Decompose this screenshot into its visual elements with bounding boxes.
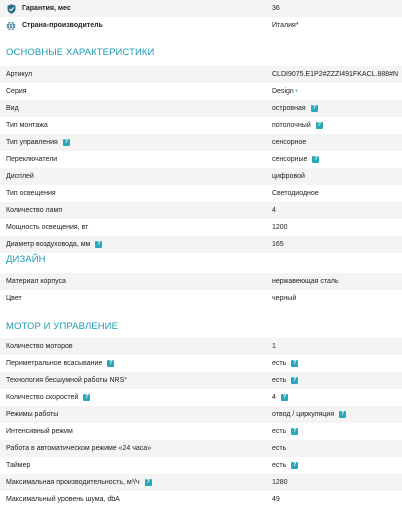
spec-value <box>272 105 318 112</box>
spec-row <box>0 202 402 219</box>
spec-value-text: 1 <box>272 343 276 350</box>
spec-value-text: есть <box>272 462 287 469</box>
spec-row <box>0 117 402 134</box>
spec-label <box>6 496 120 503</box>
spec-value <box>272 241 284 248</box>
spec-row <box>0 474 402 491</box>
spec-row <box>0 100 402 117</box>
spec-label <box>6 122 48 129</box>
spec-value-text: 165 <box>272 241 284 248</box>
spec-label <box>6 295 22 302</box>
spec-row <box>0 389 402 406</box>
spec-row <box>0 134 402 151</box>
help-icon[interactable]: ? <box>146 479 150 485</box>
spec-label-text: Переключатели <box>6 156 58 163</box>
spec-label-text: Таймер <box>6 462 31 469</box>
spec-value <box>272 394 288 401</box>
spec-value <box>272 122 323 129</box>
spec-value-text: 4 <box>272 207 276 214</box>
spec-row <box>0 83 402 100</box>
help-icon[interactable]: ? <box>282 394 287 400</box>
spec-value-text: островная <box>272 105 306 112</box>
spec-row <box>0 355 402 372</box>
spec-label-text: Максимальный уровень шума, dbA <box>6 496 120 503</box>
spec-label <box>6 88 27 95</box>
help-icon[interactable]: ? <box>340 411 345 417</box>
spec-value-text: сенсорное <box>272 139 307 146</box>
spec-value <box>272 360 298 367</box>
spec-label-text: Тип освещения <box>6 190 56 197</box>
spec-label-text: Интенсивный режим <box>6 428 73 435</box>
spec-row-warranty <box>0 0 402 17</box>
help-icon[interactable]: ? <box>108 360 113 366</box>
spec-row <box>0 423 402 440</box>
spec-value-text: есть <box>272 428 287 435</box>
shield-check-icon <box>6 4 16 14</box>
spec-label-text: Тип управления <box>6 139 58 146</box>
spec-label-text: Цвет <box>6 295 22 302</box>
spec-value-text: сенсорные <box>272 156 308 163</box>
spec-value <box>272 156 319 163</box>
spec-row <box>0 273 402 290</box>
spec-label <box>6 207 62 214</box>
spec-label-warranty: Гарантия, мес <box>6 4 71 14</box>
spec-label-text: Серия <box>6 88 27 95</box>
spec-value-text: потолочный <box>272 122 311 129</box>
help-icon[interactable]: ? <box>64 139 69 145</box>
spec-value <box>272 411 346 418</box>
spec-row-country <box>0 17 402 34</box>
spec-label <box>6 445 151 452</box>
spec-label-text: Периметральное всасывание <box>6 360 103 367</box>
spec-value <box>272 139 306 146</box>
spec-value-text: есть <box>272 377 287 384</box>
spec-label-text: Дисплей <box>6 173 34 180</box>
spec-value <box>272 496 280 503</box>
spec-row <box>0 406 402 423</box>
spec-row <box>0 457 402 474</box>
spec-row <box>0 290 402 307</box>
spec-row <box>0 236 402 253</box>
spec-row <box>0 168 402 185</box>
spec-value-warranty: 36 <box>272 5 280 12</box>
spec-value-country: Италия* <box>272 22 299 29</box>
spec-label-country: Страна-производитель <box>6 21 103 31</box>
spec-label <box>6 377 127 384</box>
globe-icon <box>6 21 16 31</box>
spec-label-text: Количество моторов <box>6 343 73 350</box>
spec-value-text: нержавеющая сталь <box>272 278 339 285</box>
spec-label <box>6 428 73 435</box>
spec-label <box>6 71 32 78</box>
series-mark: + <box>294 88 299 95</box>
help-icon[interactable]: ? <box>97 241 101 247</box>
spec-row <box>0 440 402 457</box>
spec-row <box>0 219 402 236</box>
spec-value <box>272 207 276 214</box>
spec-label <box>6 173 34 180</box>
spec-value <box>272 278 339 285</box>
help-icon[interactable]: ? <box>317 122 322 128</box>
spec-value-text: есть <box>272 360 287 367</box>
spec-value-text: есть <box>272 445 287 452</box>
spec-value-text: 4 <box>272 394 276 401</box>
spec-value-text: 1200 <box>272 224 288 231</box>
spec-value <box>272 173 305 180</box>
spec-label-text: Технология бесшумной работы NRS° <box>6 377 128 384</box>
help-icon[interactable]: ? <box>292 377 297 383</box>
spec-label <box>6 105 19 112</box>
spec-value <box>272 462 298 469</box>
spec-value <box>272 377 298 384</box>
spec-label <box>6 278 66 285</box>
spec-row <box>0 338 402 355</box>
spec-label-text: Количество ламп <box>6 207 63 214</box>
spec-label-text: Работа в автоматическом режиме «24 часа» <box>6 445 152 452</box>
section-title-motor: МОТОР И УПРАВЛЕНИЕ <box>6 321 119 332</box>
spec-value <box>272 343 276 350</box>
help-icon[interactable]: ? <box>292 360 297 366</box>
spec-label <box>6 224 88 231</box>
spec-value-text: 49 <box>272 496 280 503</box>
section-title-design: ДИЗАЙН <box>6 254 46 265</box>
spec-label <box>6 139 70 146</box>
spec-row <box>0 372 402 389</box>
help-icon[interactable]: ? <box>292 428 297 434</box>
spec-value-text: Светодиодное <box>272 190 319 197</box>
spec-label <box>6 411 58 418</box>
spec-value <box>272 295 296 302</box>
spec-label <box>6 241 102 248</box>
spec-label-text: Мощность освещения, вт <box>6 224 89 231</box>
spec-label-text: Режимы работы <box>6 411 59 418</box>
spec-row <box>0 66 402 83</box>
spec-value-text: цифровой <box>272 173 305 180</box>
spec-value <box>272 479 288 486</box>
spec-label-text: Диаметр воздуховода, мм <box>6 241 91 248</box>
spec-label <box>6 156 57 163</box>
spec-value-text: черный <box>272 295 297 302</box>
help-icon[interactable]: ? <box>84 394 89 400</box>
help-icon[interactable]: ? <box>292 462 297 468</box>
spec-label <box>6 190 56 197</box>
spec-label-text: Количество скоростей <box>6 394 79 401</box>
spec-label <box>6 360 114 367</box>
spec-label <box>6 479 152 486</box>
spec-value-text: CLDI9075.E1P2#ZZZI491FKACL.888#N <box>272 71 399 78</box>
spec-label-text: Максимальная производительность, м³/ч <box>6 479 140 486</box>
spec-row <box>0 185 402 202</box>
spec-value-text: отвод / циркуляция <box>272 411 335 418</box>
help-icon[interactable]: ? <box>312 105 316 111</box>
spec-value <box>272 224 288 231</box>
spec-value-text: Design <box>272 88 294 95</box>
spec-value <box>272 428 298 435</box>
help-icon[interactable]: ? <box>314 156 318 162</box>
spec-label-text: Вид <box>6 105 19 112</box>
spec-label-text: Артикул <box>6 71 33 78</box>
spec-row <box>0 151 402 168</box>
spec-value <box>272 445 286 452</box>
section-title-main: ОСНОВНЫЕ ХАРАКТЕРИСТИКИ <box>6 47 155 58</box>
spec-value <box>272 71 398 78</box>
spec-row <box>0 491 402 508</box>
spec-label <box>6 462 30 469</box>
spec-value <box>272 88 298 95</box>
spec-label-text: Тип монтажа <box>6 122 48 129</box>
spec-label <box>6 394 90 401</box>
spec-label-text: Материал корпуса <box>6 278 66 285</box>
spec-label <box>6 343 73 350</box>
spec-value-text: 1280 <box>272 479 288 486</box>
spec-value <box>272 190 319 197</box>
